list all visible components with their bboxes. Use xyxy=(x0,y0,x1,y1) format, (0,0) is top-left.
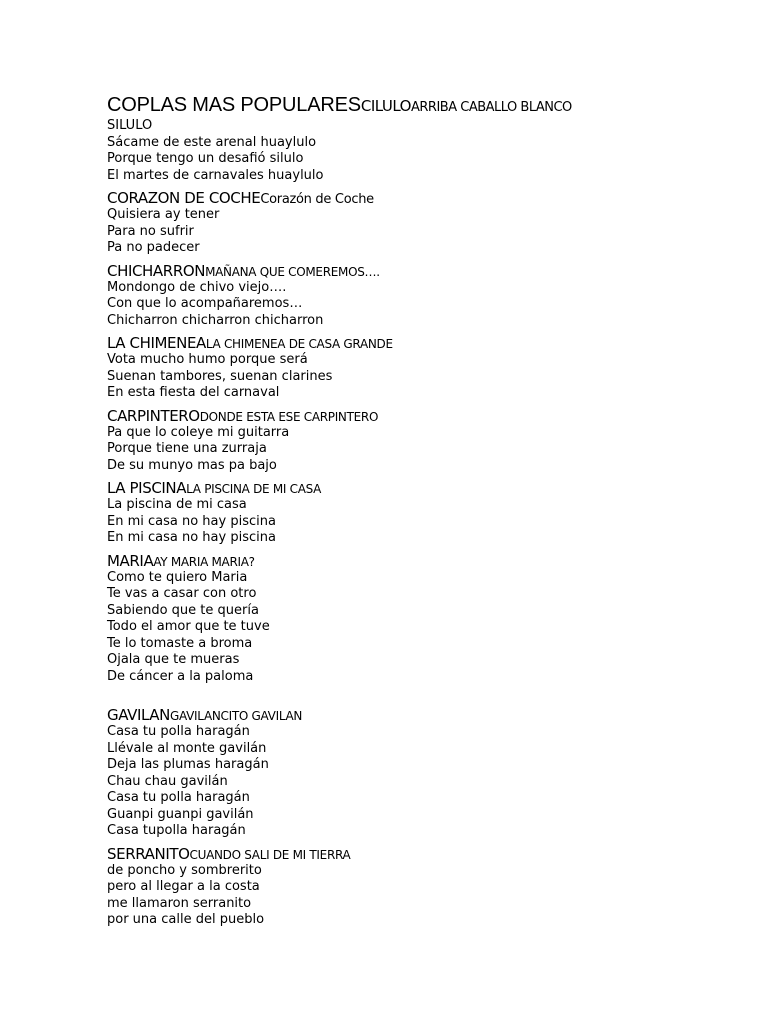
first-song-title: CILULO xyxy=(360,97,411,115)
lyric-line: Mondongo de chivo viejo…. xyxy=(107,279,287,295)
song-title: LA CHIMENEA xyxy=(107,334,206,352)
lyric-line: Para no sufrir xyxy=(107,223,194,239)
document-title: COPLAS MAS POPULARES xyxy=(107,94,361,116)
lyric-line: Chau chau gavilán xyxy=(107,773,228,789)
document-page xyxy=(107,92,747,929)
song-subtitle: DONDE ESTA ESE CARPINTERO xyxy=(199,409,379,424)
song-heading xyxy=(107,188,747,207)
lyric-line: Vota mucho humo porque será xyxy=(107,352,308,367)
lyric-line: de poncho y sombrerito xyxy=(107,862,262,878)
lyric-line: Suenan tambores, suenan clarines xyxy=(107,368,333,384)
song-title: SERRANITO xyxy=(107,844,190,863)
lyric-line: Pa no padecer xyxy=(107,240,200,255)
song-heading xyxy=(107,551,747,570)
lyric-line: En mi casa no hay piscina xyxy=(107,530,276,545)
lyric-line: Porque tiene una zurraja xyxy=(107,441,267,456)
song-corazon-de-coche xyxy=(107,188,747,257)
song-carpintero xyxy=(107,406,747,475)
lyric-line: De su munyo mas pa bajo xyxy=(107,457,277,473)
song-title: CARPINTERO xyxy=(107,406,200,425)
song-chicharron xyxy=(107,261,747,330)
lyric-line: Sácame de este arenal huaylulo xyxy=(107,134,317,150)
song-title: CORAZON DE COCHE xyxy=(107,189,261,207)
lyric-line: Como te quiero Maria xyxy=(107,569,248,585)
song-title: MARIA xyxy=(107,551,154,570)
lyric-line: Casa tupolla haragán xyxy=(107,823,246,838)
song-heading xyxy=(107,261,747,280)
lyric-line: por una calle del pueblo xyxy=(107,912,265,927)
lyric-line: Porque tengo un desafió silulo xyxy=(107,151,304,166)
song-serranito xyxy=(107,844,747,929)
song-title: CHICHARRON xyxy=(107,261,206,280)
song-heading xyxy=(107,705,747,724)
lyric-line: Con que lo acompañaremos… xyxy=(107,296,303,311)
lyric-line: Todo el amor que te tuve xyxy=(107,619,270,634)
song-gavilan xyxy=(107,705,747,840)
lyric-line: En mi casa no hay piscina xyxy=(107,513,276,529)
song-subtitle: AY MARIA MARIA? xyxy=(153,554,255,569)
song-subtitle: CUANDO SALI DE MI TIERRA xyxy=(189,847,351,862)
lyric-line: De cáncer a la paloma xyxy=(107,668,254,684)
lyric-line: Chicharron chicharron chicharron xyxy=(107,312,324,328)
blank-line xyxy=(107,685,747,701)
lyric-line: Pa que lo coleye mi guitarra xyxy=(107,424,290,440)
song-heading xyxy=(107,406,747,425)
song-subtitle: LA CHIMENEA DE CASA GRANDE xyxy=(205,337,393,351)
lyric-line: Llévale al monte gavilán xyxy=(107,740,267,756)
lyric-line: Guanpi guanpi gavilán xyxy=(107,806,254,822)
song-cilulo xyxy=(107,118,747,184)
lyric-line: Casa tu polla haragán xyxy=(107,790,250,805)
lyric-line: La piscina de mi casa xyxy=(107,497,247,512)
song-subtitle: GAVILANCITO GAVILAN xyxy=(170,709,303,723)
song-maria xyxy=(107,551,747,686)
song-subtitle: Corazón de Coche xyxy=(260,192,374,207)
song-title: GAVILAN xyxy=(107,706,170,724)
song-subtitle: LA PISCINA DE MI CASA xyxy=(186,482,322,496)
song-la-chimenea xyxy=(107,333,747,402)
lyric-line: me llamaron serranito xyxy=(107,895,252,911)
song-heading xyxy=(107,333,747,352)
song-heading xyxy=(107,478,747,497)
lyric-line: Te lo tomaste a broma xyxy=(107,635,253,651)
lyric-line: pero al llegar a la costa xyxy=(107,879,260,894)
lyric-line: SILULO xyxy=(107,118,153,133)
song-subtitle: MAÑANA QUE COMEREMOS…. xyxy=(205,264,380,279)
lyric-line: Te vas a casar con otro xyxy=(107,586,257,601)
song-la-piscina xyxy=(107,478,747,547)
lyric-line: En esta fiesta del carnaval xyxy=(107,385,280,400)
lyric-line: Deja las plumas haragán xyxy=(107,757,269,772)
song-title: LA PISCINA xyxy=(107,479,187,497)
lyric-line: Casa tu polla haragán xyxy=(107,724,250,739)
lyric-line: Ojala que te mueras xyxy=(107,652,240,667)
lyric-line: El martes de carnavales huaylulo xyxy=(107,167,324,183)
lyric-line: Sabiendo que te quería xyxy=(107,602,259,618)
song-heading xyxy=(107,844,747,863)
lyric-line: Quisiera ay tener xyxy=(107,207,220,222)
title-line xyxy=(107,92,747,118)
first-song-subtitle: ARRIBA CABALLO BLANCO xyxy=(411,100,572,115)
